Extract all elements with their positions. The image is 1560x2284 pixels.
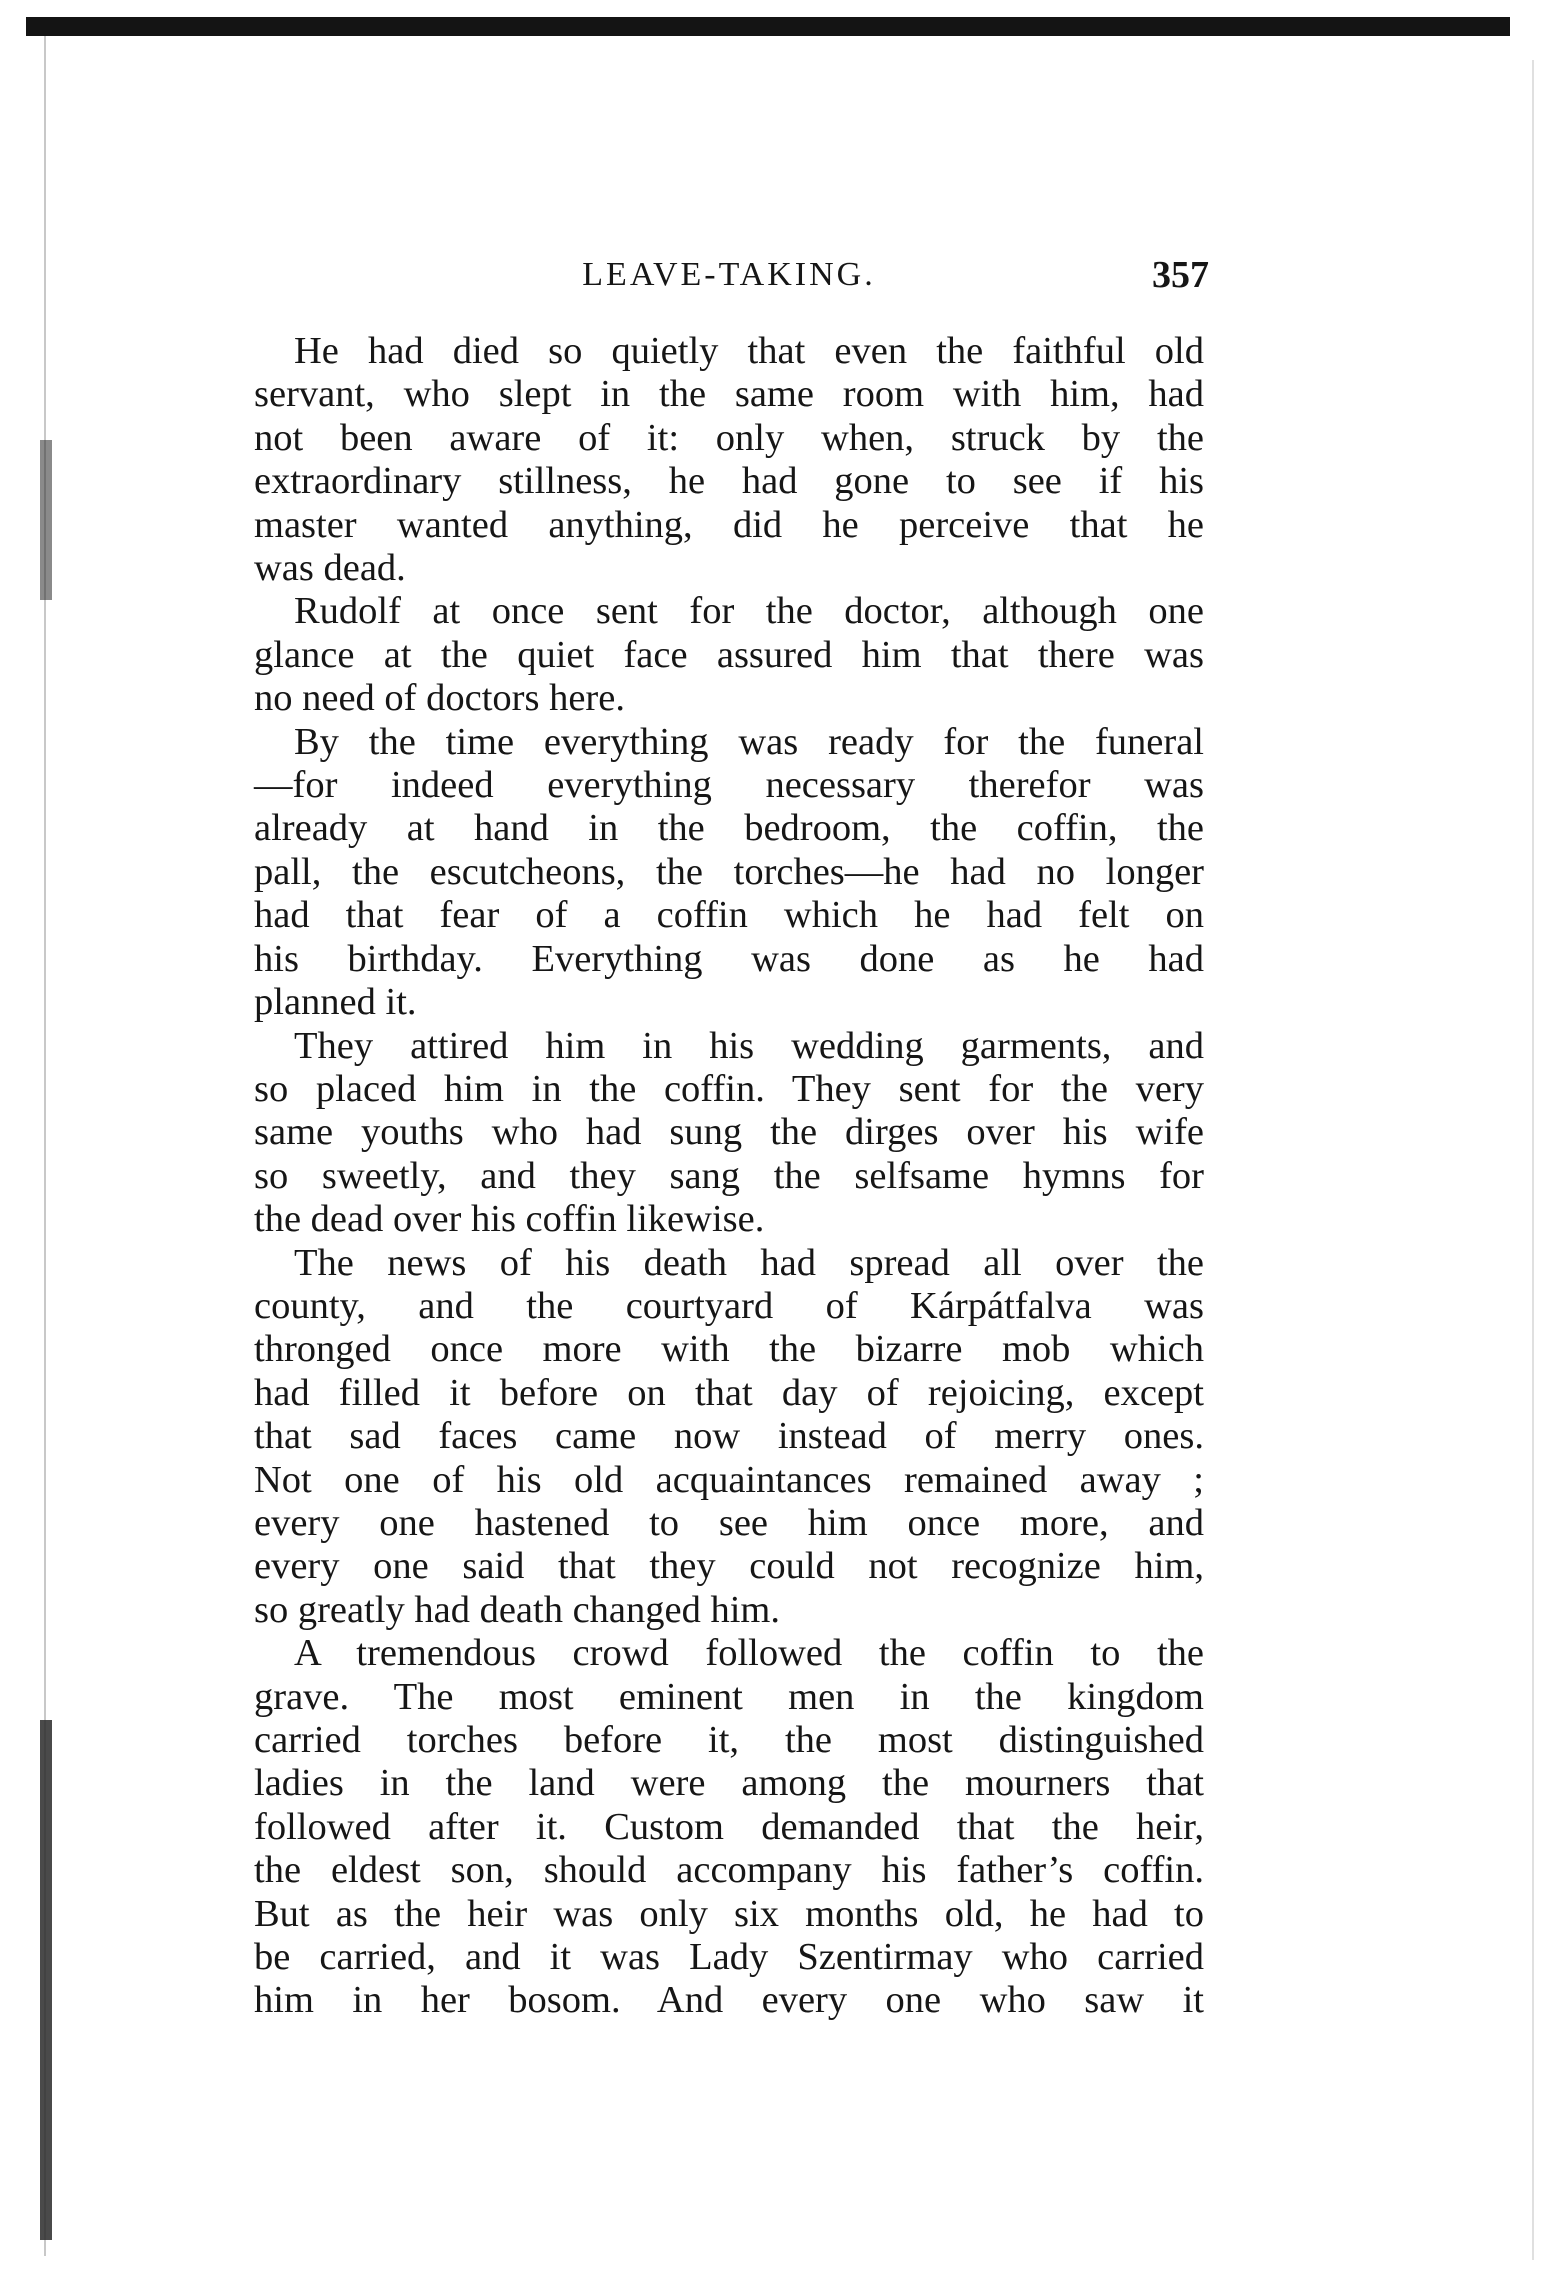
text-line: already at hand in the bedroom, the coffin, the (254, 807, 1204, 850)
text-line: the eldest son, should accompany his father’s coffin. (254, 1849, 1204, 1892)
running-title: LEAVE-TAKING. (582, 256, 876, 293)
text-line: servant, who slept in the same room with him, had (254, 373, 1204, 416)
text-line: county, and the courtyard of Kárpátfalva was (254, 1284, 1204, 1327)
paragraph (254, 1025, 1204, 1242)
text-line: —for indeed everything necessary therefor was (254, 764, 1204, 807)
text-line: They attired him in his wedding garments, and (294, 1024, 1204, 1067)
paragraph (254, 1632, 1204, 2023)
paragraph (254, 590, 1204, 720)
text-line: But as the heir was only six months old, he had to (254, 1892, 1204, 1935)
text-line: same youths who had sung the dirges over his wife (254, 1111, 1204, 1154)
text-line: carried torches before it, the most distinguished (254, 1719, 1204, 1761)
body-text (254, 330, 1204, 2023)
binding-shadow (40, 1720, 52, 2240)
text-line: extraordinary stillness, he had gone to see if his (254, 460, 1204, 503)
text-line: master wanted anything, did he perceive that he (254, 503, 1204, 546)
text-line: grave. The most eminent men in the kingdom (254, 1675, 1204, 1718)
text-line: had filled it before on that day of rejoicing, except (254, 1371, 1204, 1414)
text-line: pall, the escutcheons, the torches—he had no longer (254, 850, 1204, 893)
text-line: Rudolf at once sent for the doctor, although one (294, 590, 1204, 633)
text-line: followed after it. Custom demanded that the heir, (254, 1805, 1204, 1848)
paragraph (254, 330, 1204, 590)
text-line: glance at the quiet face assured him that there was (254, 633, 1204, 676)
text-line: thronged once more with the bizarre mob which (254, 1328, 1204, 1371)
text-line: be carried, and it was Lady Szentirmay who carried (254, 1936, 1204, 1979)
text-line: that sad faces came now instead of merry ones. (254, 1415, 1204, 1458)
paragraph (254, 1242, 1204, 1633)
text-line: not been aware of it: only when, struck by the (254, 416, 1204, 459)
text-line: ladies in the land were among the mourners that (254, 1762, 1204, 1805)
right-margin-line (1532, 60, 1534, 2260)
text-line: so sweetly, and they sang the selfsame hymns for (254, 1154, 1204, 1197)
text-line: the dead over his coffin likewise. (254, 1198, 765, 1241)
text-line: him in her bosom. And every one who saw it (254, 1979, 1204, 2022)
text-line: so greatly had death changed him. (254, 1588, 780, 1631)
binding-shadow (40, 440, 52, 600)
text-line: Not one of his old acquaintances remained away ; (254, 1458, 1204, 1501)
text-line: A tremendous crowd followed the coffin to the (294, 1632, 1204, 1675)
text-line: every one hastened to see him once more, and (254, 1501, 1204, 1544)
text-line: had that fear of a coffin which he had felt on (254, 894, 1204, 937)
text-line: was dead. (254, 547, 406, 590)
text-line: planned it. (254, 981, 417, 1024)
text-line: his birthday. Everything was done as he had (254, 937, 1204, 980)
running-head (254, 250, 1209, 300)
page-number: 357 (1152, 254, 1209, 296)
top-border-rule (26, 17, 1510, 36)
text-line: no need of doctors here. (254, 677, 625, 720)
text-line: so placed him in the coffin. They sent for the very (254, 1067, 1204, 1110)
text-line: He had died so quietly that even the faithful old (294, 330, 1204, 372)
text-line: By the time everything was ready for the funeral (294, 720, 1204, 763)
text-line: every one said that they could not recognize him, (254, 1545, 1204, 1588)
paragraph (254, 721, 1204, 1025)
text-line: The news of his death had spread all over the (294, 1241, 1204, 1284)
